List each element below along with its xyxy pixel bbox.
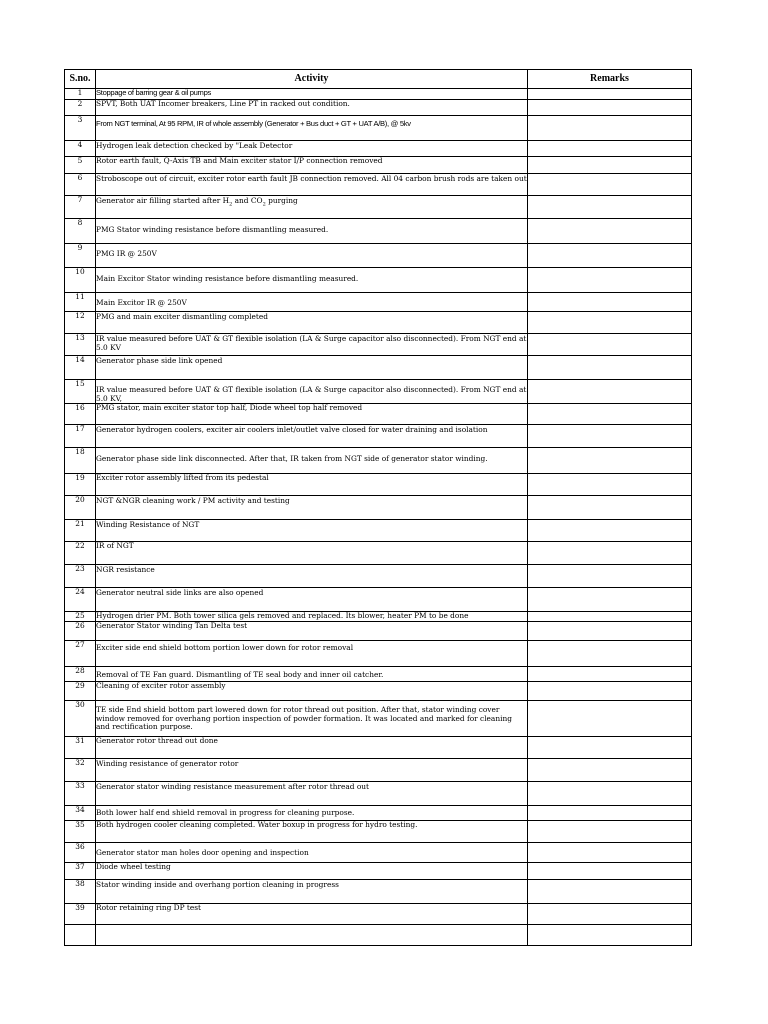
table-row [65,312,692,334]
row-remarks [528,904,692,925]
table-row [65,425,692,448]
table-row [65,219,692,244]
row-number: 21 [65,520,96,542]
row-number: 37 [65,863,96,880]
row-activity: Winding resistance of generator rotor [96,759,528,782]
row-remarks [528,542,692,565]
row-activity: Generator rotor thread out done [96,737,528,759]
row-number: 5 [65,157,96,174]
row-number: 1 [65,89,96,100]
table-row [65,334,692,356]
row-number: 20 [65,496,96,520]
row-activity: Exciter rotor assembly lifted from its pedestal [96,474,528,496]
row-remarks [528,334,692,356]
row-activity: Hydrogen drier PM. Both tower silica gels removed and replaced. Its blower, heater PM to be done [96,612,528,622]
row-remarks [528,356,692,380]
row-activity: Generator Stator winding Tan Delta test [96,622,528,641]
table-row [65,89,692,100]
row-remarks [528,641,692,667]
table-row [65,737,692,759]
row-remarks [528,682,692,701]
row-number: 28 [65,667,96,682]
table-row [65,380,692,404]
row-remarks [528,863,692,880]
row-number: 29 [65,682,96,701]
row-activity: Rotor earth fault, Q-Axis TB and Main exciter stator I/P connection removed [96,157,528,174]
row-number: 24 [65,588,96,612]
row-number: 23 [65,565,96,588]
row-activity: Hydrogen leak detection checked by "Leak Detector [96,141,528,157]
row-remarks [528,612,692,622]
table-row [65,404,692,425]
table-row [65,759,692,782]
table-row [65,268,692,293]
row-remarks [528,380,692,404]
row-remarks [528,196,692,219]
row-remarks [528,116,692,141]
row-number: 22 [65,542,96,565]
row-number: 32 [65,759,96,782]
row-number: 30 [65,701,96,737]
row-activity: PMG Stator winding resistance before dismantling measured. [96,219,528,244]
row-number: 16 [65,404,96,425]
row-activity: Generator hydrogen coolers, exciter air coolers inlet/outlet valve closed for water draining and isolation [96,425,528,448]
row-activity: NGR resistance [96,565,528,588]
row-remarks [528,806,692,821]
row-remarks [528,141,692,157]
row-number: 33 [65,782,96,806]
row-activity: Generator phase side link disconnected. After that, IR taken from NGT side of generator stator winding. [96,448,528,474]
header-sno: S.no. [65,70,96,89]
row-remarks [528,880,692,904]
row-activity: PMG IR @ 250V [96,244,528,268]
row-number: 10 [65,268,96,293]
activity-table [64,69,692,946]
row-remarks [528,268,692,293]
table-row [65,701,692,737]
table-row [65,157,692,174]
row-remarks [528,588,692,612]
row-number: 39 [65,904,96,925]
row-number: 6 [65,174,96,196]
row-remarks [528,448,692,474]
row-activity: Generator neutral side links are also opened [96,588,528,612]
row-number: 7 [65,196,96,219]
row-remarks [528,737,692,759]
row-activity: PMG stator, main exciter stator top half, Diode wheel top half removed [96,404,528,425]
row-number [65,925,96,946]
row-remarks [528,425,692,448]
row-number: 12 [65,312,96,334]
row-remarks [528,312,692,334]
row-remarks [528,622,692,641]
header-activity: Activity [96,70,528,89]
table-row [65,880,692,904]
row-remarks [528,843,692,863]
row-activity: Both lower half end shield removal in progress for cleaning purpose. [96,806,528,821]
row-number: 36 [65,843,96,863]
row-number: 38 [65,880,96,904]
table-row [65,843,692,863]
table-row [65,782,692,806]
row-number: 31 [65,737,96,759]
row-activity: Generator air filling started after $H_2$ and $CO_2$ purging [96,196,528,219]
table-row [65,293,692,312]
table-row [65,496,692,520]
table-row [65,116,692,141]
table-row [65,682,692,701]
row-activity: IR of NGT [96,542,528,565]
table-header-row [65,70,692,89]
row-remarks [528,565,692,588]
row-number: 26 [65,622,96,641]
row-remarks [528,219,692,244]
row-activity: Cleaning of exciter rotor assembly [96,682,528,701]
table-row [65,542,692,565]
row-activity: Generator stator man holes door opening and inspection [96,843,528,863]
table-row [65,588,692,612]
row-remarks [528,667,692,682]
table-row [65,641,692,667]
table-row [65,667,692,682]
table-row [65,244,692,268]
row-remarks [528,100,692,116]
row-remarks [528,174,692,196]
table-row [65,863,692,880]
row-remarks [528,925,692,946]
header-remarks: Remarks [528,70,692,89]
row-remarks [528,821,692,843]
row-number: 13 [65,334,96,356]
row-activity: Stoppage of barring gear & oil pumps [96,89,528,100]
table-row [65,520,692,542]
row-activity: Removal of TE Fan guard. Dismantling of TE seal body and inner oil catcher. [96,667,528,682]
row-activity: Stroboscope out of circuit, exciter rotor earth fault JB connection removed. All 04 carbon brush rods are taken out [96,174,528,196]
row-number: 34 [65,806,96,821]
row-number: 15 [65,380,96,404]
row-remarks [528,157,692,174]
row-number: 9 [65,244,96,268]
row-activity: Rotor retaining ring DP test [96,904,528,925]
row-activity: NGT &NGR cleaning work / PM activity and testing [96,496,528,520]
row-number: 17 [65,425,96,448]
table-row [65,474,692,496]
row-number: 2 [65,100,96,116]
row-number: 8 [65,219,96,244]
row-remarks [528,759,692,782]
row-number: 25 [65,612,96,622]
row-activity: Both hydrogen cooler cleaning completed. Water boxup in progress for hydro testing. [96,821,528,843]
row-activity: IR value measured before UAT & GT flexible isolation (LA & Surge capacitor also disconnected). From NGT end at 5.0 KV, [96,380,528,404]
row-remarks [528,701,692,737]
table-row [65,806,692,821]
row-activity: Main Excitor IR @ 250V [96,293,528,312]
row-remarks [528,293,692,312]
row-activity: Diode wheel testing [96,863,528,880]
row-remarks [528,496,692,520]
row-activity: IR value measured before UAT & GT flexible isolation (LA & Surge capacitor also disconnected). From NGT end at 5.0 KV [96,334,528,356]
table-row [65,174,692,196]
row-remarks [528,474,692,496]
table-row [65,622,692,641]
row-number: 4 [65,141,96,157]
row-activity: Generator phase side link opened [96,356,528,380]
table-row [65,904,692,925]
row-activity: TE side End shield bottom part lowered down for rotor thread out position. After that, stator winding cover window removed for overhang portion inspection of powder formation. It was located and marked for cleaning and rectification purpose. [96,701,528,737]
row-number: 19 [65,474,96,496]
table-row [65,196,692,219]
table-row [65,448,692,474]
row-remarks [528,782,692,806]
table-row [65,612,692,622]
table-row [65,565,692,588]
row-activity [96,925,528,946]
row-activity: Winding Resistance of NGT [96,520,528,542]
row-remarks [528,89,692,100]
table-row [65,141,692,157]
row-number: 27 [65,641,96,667]
row-activity: PMG and main exciter dismantling completed [96,312,528,334]
table-row [65,100,692,116]
row-activity: Main Excitor Stator winding resistance before dismantling measured. [96,268,528,293]
table-row [65,356,692,380]
row-remarks [528,404,692,425]
row-remarks [528,520,692,542]
row-activity: Stator winding inside and overhang portion cleaning in progress [96,880,528,904]
row-activity: Exciter side end shield bottom portion lower down for rotor removal [96,641,528,667]
row-number: 14 [65,356,96,380]
row-activity: From NGT terminal, At 95 RPM, IR of whole assembly (Generator + Bus duct + GT + UAT A/B), @ 5kv [96,116,528,141]
row-activity: Generator stator winding resistance measurement after rotor thread out [96,782,528,806]
row-number: 18 [65,448,96,474]
row-remarks [528,244,692,268]
row-activity: SPVT, Both UAT Incomer breakers, Line PT in racked out condition. [96,100,528,116]
table-row [65,925,692,946]
row-number: 11 [65,293,96,312]
row-number: 3 [65,116,96,141]
table-row [65,821,692,843]
row-number: 35 [65,821,96,843]
